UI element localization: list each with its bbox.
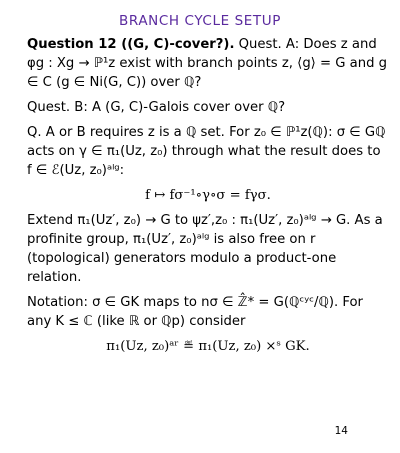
- question-b: Quest. B: A (G, C)-Galois cover over ℚ?: [27, 100, 286, 115]
- question-a-or-b: Q. A or B requires z is a ℚ set. For z₀ ∈ ℙ¹z(ℚ): σ ∈ Gℚ acts on γ ∈ π₁(Uz, z₀) through what the result does to f ∈ ℰ(Uz, z₀)ᵃˡᵍ:: [27, 125, 386, 178]
- page-number: 14: [334, 425, 348, 437]
- question-12: [27, 35, 389, 92]
- extend-paragraph: Extend π₁(Uz′, z₀) → G to ψz′,z₀ : π₁(Uz′, z₀)ᵃˡᵍ → G. As a profinite group, π₁(Uz′, z₀)ᵃˡᵍ is also free on r (topological) generators modulo a product-one relation.: [27, 213, 383, 285]
- equation-arithmetic-group: π₁(Uz, z₀)ᵃʳ ≝ π₁(Uz, z₀) ×ˢ GK.: [106, 339, 310, 354]
- question-12-text: Quest. A: Does z and φg : Xg → ℙ¹z exist with branch points z, ⟨g⟩ = G and g ∈ C (g ∈ Ni(G, C)) over ℚ?: [27, 37, 388, 90]
- slide-title: BRANCH CYCLE SETUP: [119, 13, 281, 29]
- notation-paragraph: Notation: σ ∈ GK maps to nσ ∈ ℤ̂* = G(ℚᶜʸᶜ/ℚ). For any K ≤ ℂ (like ℝ or ℚp) consider: [27, 295, 363, 329]
- equation-galois-action: f ↦ fσ⁻¹∘γ∘σ = fγσ.: [145, 188, 271, 203]
- question-12-label: Question 12 ((G, C)-cover?).: [27, 37, 235, 52]
- slide-body: [27, 35, 389, 362]
